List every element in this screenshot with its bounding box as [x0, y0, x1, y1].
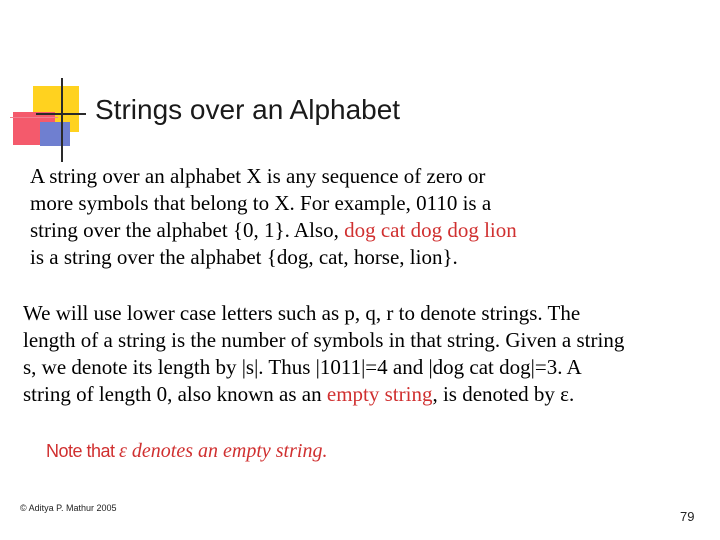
paragraph-line: [30, 217, 517, 244]
line-text: string of length 0, also known as an: [23, 382, 327, 406]
paragraph-line: more symbols that belong to X. For example, 0110 is a: [30, 191, 492, 215]
decorative-vertical-line: [61, 78, 63, 162]
highlighted-term: empty string: [326, 382, 433, 406]
note-prefix: Note that: [46, 441, 120, 461]
highlighted-example: dog cat dog dog lion: [344, 218, 517, 242]
decorative-red-line: [10, 117, 58, 118]
line-text: , is denoted by ε.: [432, 382, 575, 406]
line-text: string over the alphabet {0, 1}. Also,: [30, 218, 345, 242]
note-text: ε denotes an empty string.: [119, 440, 328, 462]
note-line: [46, 438, 327, 464]
paragraph-line: is a string over the alphabet {dog, cat, horse, lion}.: [30, 245, 458, 269]
notation-paragraph: [23, 300, 624, 408]
paragraph-line: A string over an alphabet X is any sequence of zero or: [30, 164, 486, 188]
paragraph-line: [23, 381, 624, 408]
definition-paragraph: [30, 163, 517, 271]
paragraph-line: We will use lower case letters such as p, q, r to denote strings. The: [23, 301, 581, 325]
slide-title: Strings over an Alphabet: [95, 94, 401, 125]
decorative-blue-square: [40, 122, 70, 146]
copyright-footer: © Aditya P. Mathur 2005: [20, 503, 117, 513]
paragraph-line: s, we denote its length by |s|. Thus |1011|=4 and |dog cat dog|=3. A: [23, 355, 582, 379]
paragraph-line: length of a string is the number of symbols in that string. Given a string: [23, 328, 625, 352]
page-number: 79: [680, 509, 695, 524]
decorative-horizontal-line: [36, 113, 86, 115]
